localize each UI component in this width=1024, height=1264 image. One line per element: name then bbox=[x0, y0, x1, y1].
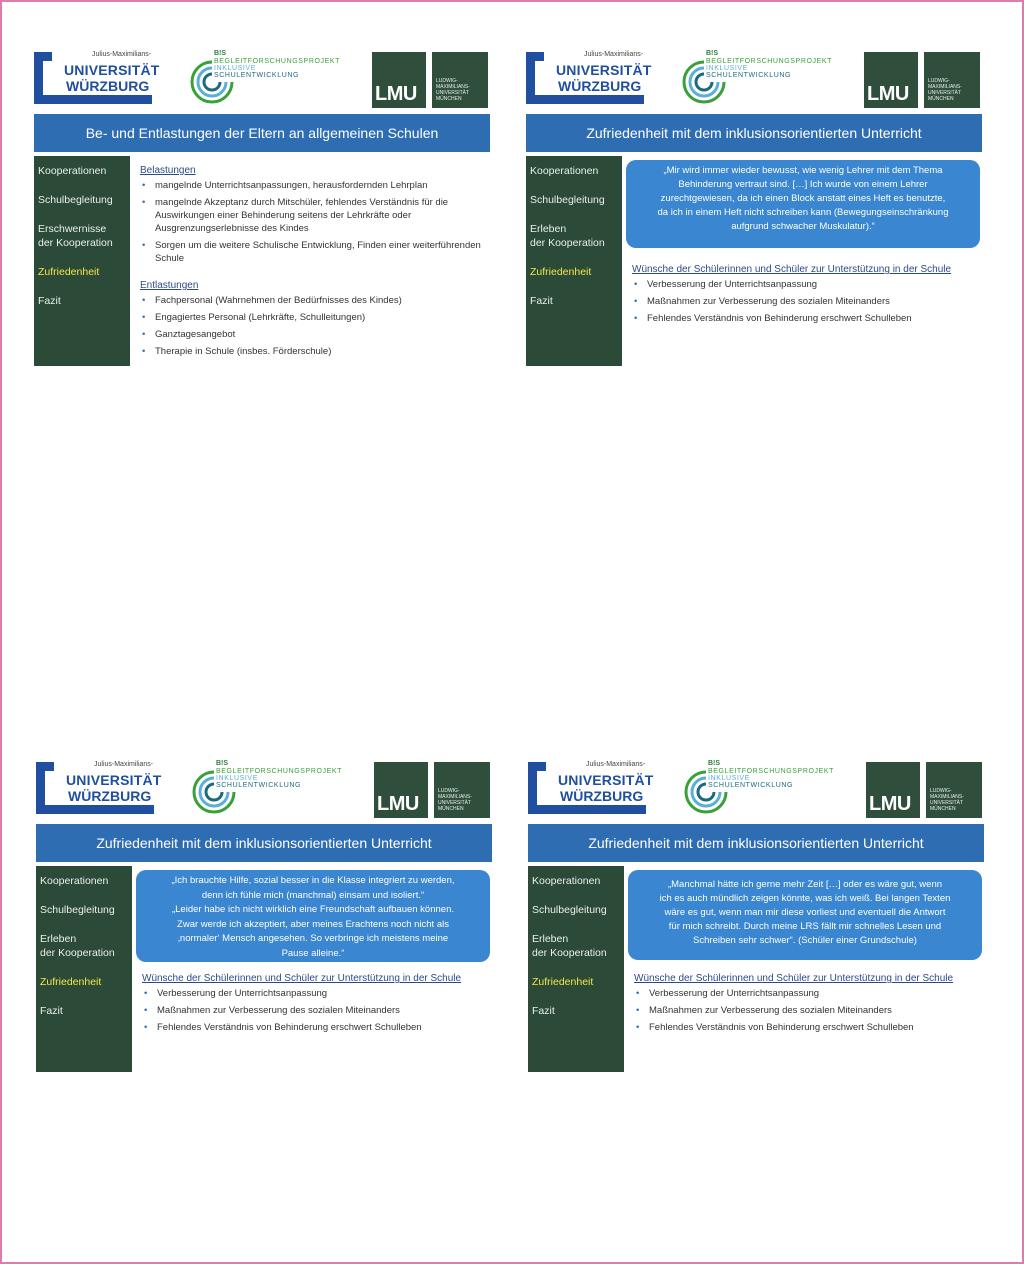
sidebar-item: der Kooperation bbox=[530, 237, 605, 249]
list-item: • Maßnahmen zur Verbesserung des sozialen Miteinanders bbox=[142, 1004, 462, 1017]
list-item: • Fachpersonal (Wahrnehmen der Bedürfnisses des Kindes) bbox=[140, 294, 486, 307]
list-item: • Verbesserung der Unterrichtsanpassung bbox=[632, 278, 952, 291]
slide-title: Zufriedenheit mit dem inklusionsorientierten Unterricht bbox=[528, 824, 984, 862]
sidebar-item: der Kooperation bbox=[40, 947, 115, 959]
slide-2 bbox=[526, 50, 982, 380]
section-heading: Wünsche der Schülerinnen und Schüler zur Unterstützung in der Schule bbox=[142, 973, 462, 984]
lmu-logo: LMU bbox=[864, 52, 918, 108]
quote-box bbox=[626, 160, 980, 248]
section-heading: Wünsche der Schülerinnen und Schüler zur Unterstützung in der Schule bbox=[634, 973, 954, 984]
slide-header bbox=[528, 760, 984, 820]
list-item: • Fehlendes Verständnis von Behinderung erschwert Schulleben bbox=[634, 1021, 954, 1034]
sidebar-item: Kooperationen bbox=[40, 875, 109, 887]
slide-title: Zufriedenheit mit dem inklusionsorientierten Unterricht bbox=[36, 824, 492, 862]
quote-line: Schreiben sehr schwer“. (Schüler einer Grundschule) bbox=[693, 935, 917, 946]
quote-box bbox=[136, 870, 490, 962]
sidebar-item: Fazit bbox=[530, 295, 553, 307]
uni-wuerzburg-logo: Julius-Maximilians- UNIVERSITÄT WÜRZBURG bbox=[526, 50, 650, 108]
quote-line: da ich in einem Heft nicht schreiben kann (Bewegungseinschränkung bbox=[657, 207, 949, 218]
quote-line: für mich schreibt. Durch meine LRS fällt mir schnelles Lesen und bbox=[668, 921, 942, 932]
sidebar-item: Schulbegleitung bbox=[530, 194, 605, 206]
list-item: • Maßnahmen zur Verbesserung des sozialen Miteinanders bbox=[632, 295, 952, 308]
quote-line: Pause alleine.“ bbox=[281, 947, 345, 959]
list-item: • Therapie in Schule (insbes. Förderschule) bbox=[140, 345, 486, 358]
list-item: • mangelnde Akzeptanz durch Mitschüler, fehlendes Verständnis für die Auswirkungen einer Behinderung seitens der Lehrkräfte oder Ausgrenzungserlebnisse des Kindes bbox=[140, 196, 486, 235]
slide-title: Zufriedenheit mit dem inklusionsorientierten Unterricht bbox=[526, 114, 982, 152]
uni-wuerzburg-logo: Julius-Maximilians- UNIVERSITÄT WÜRZBURG bbox=[34, 50, 158, 108]
slide-header bbox=[526, 50, 982, 110]
sidebar-item: Erleben bbox=[530, 223, 567, 235]
uni-wuerzburg-logo: Julius-Maximilians- UNIVERSITÄT WÜRZBURG bbox=[36, 760, 160, 818]
list-item: • Sorgen um die weitere Schulische Entwicklung, Finden einer weiterführenden Schule bbox=[140, 239, 486, 265]
bullet-list bbox=[632, 278, 952, 325]
list-item: • Fehlendes Verständnis von Behinderung erschwert Schulleben bbox=[142, 1021, 462, 1034]
quote-line: „Leider habe ich nicht wirklich eine Freundschaft aufbauen können. bbox=[171, 904, 454, 915]
bis-logo: B!S BEGLEITFORSCHUNGSPROJEKT INKLUSIVE SCHULENTWICKLUNG bbox=[188, 50, 358, 110]
quote-line: wäre es gut, wenn man mir diese vorliest und eventuell die Antwort bbox=[664, 907, 946, 918]
sidebar-item: Kooperationen bbox=[532, 875, 601, 887]
sidebar-item: Kooperationen bbox=[530, 165, 599, 177]
sidebar-item: Fazit bbox=[532, 1005, 555, 1017]
list-item: • Maßnahmen zur Verbesserung des sozialen Miteinanders bbox=[634, 1004, 954, 1017]
list-item: • Fehlendes Verständnis von Behinderung erschwert Schulleben bbox=[632, 312, 952, 325]
section-heading: Belastungen bbox=[140, 165, 196, 176]
quote-line: Zwar werde ich akzeptiert, aber meines Erachtens noch nicht als bbox=[177, 918, 449, 930]
wishes-section bbox=[142, 972, 462, 1038]
list-item: • Engagiertes Personal (Lehrkräfte, Schulleitungen) bbox=[140, 311, 486, 324]
sidebar-item: Kooperationen bbox=[38, 165, 107, 177]
uni-wuerzburg-logo: Julius-Maximilians- UNIVERSITÄT WÜRZBURG bbox=[528, 760, 652, 818]
slide-header bbox=[34, 50, 490, 110]
lmu-logo: LMU bbox=[374, 762, 428, 818]
slide-3 bbox=[36, 760, 492, 1090]
sidebar-item-active: Zufriedenheit bbox=[532, 976, 594, 988]
list-item: • Verbesserung der Unterrichtsanpassung bbox=[142, 987, 462, 1000]
slide-sidebar bbox=[36, 866, 132, 1072]
quote-line: Behinderung vertraut sind. […] Ich wurde von einem Lehrer bbox=[678, 179, 928, 190]
lmu-logo: LMU bbox=[372, 52, 426, 108]
lmu-logo: LMU bbox=[866, 762, 920, 818]
lmu-name: LUDWIG- MAXIMILIANS- UNIVERSITÄT MÜNCHEN bbox=[926, 762, 982, 818]
quote-line: ich es auch mündlich zeigen könnte, was ich weiß. Bei langen Texten bbox=[659, 893, 951, 904]
bullet-list bbox=[140, 294, 486, 358]
lmu-name: LUDWIG- MAXIMILIANS- UNIVERSITÄT MÜNCHEN bbox=[432, 52, 488, 108]
sidebar-item-active: Zufriedenheit bbox=[38, 266, 100, 278]
sidebar-item-active: Zufriedenheit bbox=[530, 266, 592, 278]
wishes-section bbox=[632, 263, 952, 329]
quote-line: „Mir wird immer wieder bewusst, wie wenig Lehrer mit dem Thema bbox=[663, 165, 943, 176]
quote-line: aufgrund schwacher Muskulatur).“ bbox=[731, 221, 875, 232]
bullet-list bbox=[634, 987, 954, 1034]
bis-logo: B!S BEGLEITFORSCHUNGSPROJEKT INKLUSIVE SCHULENTWICKLUNG bbox=[190, 760, 360, 820]
sidebar-item-active: Zufriedenheit bbox=[40, 976, 102, 988]
sidebar-item: Erleben bbox=[40, 933, 77, 945]
slide-sidebar bbox=[34, 156, 130, 366]
slide-sidebar bbox=[526, 156, 622, 366]
list-item: • mangelnde Unterrichtsanpassungen, herausfordernden Lehrplan bbox=[140, 179, 486, 192]
sidebar-item: Erschwernisse bbox=[38, 223, 107, 235]
wishes-section bbox=[634, 972, 954, 1038]
quote-line: denn ich fühle mich (manchmal) einsam und isoliert.“ bbox=[201, 889, 425, 901]
slide-4 bbox=[528, 760, 984, 1090]
quote-line: „Manchmal hätte ich gerne mehr Zeit […] oder es wäre gut, wenn bbox=[667, 879, 943, 890]
sidebar-item: der Kooperation bbox=[532, 947, 607, 959]
bullet-list bbox=[142, 987, 462, 1034]
sidebar-item: Schulbegleitung bbox=[38, 194, 113, 206]
quote-line: „Ich brauchte Hilfe, sozial besser in die Klasse integriert zu werden, bbox=[171, 875, 455, 886]
section-heading: Entlastungen bbox=[140, 280, 199, 291]
sidebar-item: der Kooperation bbox=[38, 237, 113, 249]
sidebar-item: Schulbegleitung bbox=[532, 904, 607, 916]
slide-sidebar bbox=[528, 866, 624, 1072]
bullet-list bbox=[140, 179, 486, 265]
slide-header bbox=[36, 760, 492, 820]
slide-1 bbox=[34, 50, 490, 380]
section-heading: Wünsche der Schülerinnen und Schüler zur Unterstützung in der Schule bbox=[632, 264, 952, 275]
sidebar-item: Fazit bbox=[40, 1005, 63, 1017]
bis-logo: B!S BEGLEITFORSCHUNGSPROJEKT INKLUSIVE SCHULENTWICKLUNG bbox=[680, 50, 850, 110]
sidebar-item: Fazit bbox=[38, 295, 61, 307]
slide-content bbox=[140, 164, 486, 362]
lmu-name: LUDWIG- MAXIMILIANS- UNIVERSITÄT MÜNCHEN bbox=[924, 52, 980, 108]
sidebar-item: Schulbegleitung bbox=[40, 904, 115, 916]
slide-title: Be- und Entlastungen der Eltern an allgemeinen Schulen bbox=[34, 114, 490, 152]
quote-line: ‚normaler‘ Mensch angesehen. So verbringe ich meistens meine bbox=[177, 933, 449, 944]
list-item: • Ganztagesangebot bbox=[140, 328, 486, 341]
bis-logo: B!S BEGLEITFORSCHUNGSPROJEKT INKLUSIVE SCHULENTWICKLUNG bbox=[682, 760, 852, 820]
quote-box bbox=[628, 870, 982, 960]
sidebar-item: Erleben bbox=[532, 933, 569, 945]
quote-line: zurechtgewiesen, da ich einen Block anstatt eines Heft es benutzte, bbox=[660, 193, 946, 204]
list-item: • Verbesserung der Unterrichtsanpassung bbox=[634, 987, 954, 1000]
lmu-name: LUDWIG- MAXIMILIANS- UNIVERSITÄT MÜNCHEN bbox=[434, 762, 490, 818]
